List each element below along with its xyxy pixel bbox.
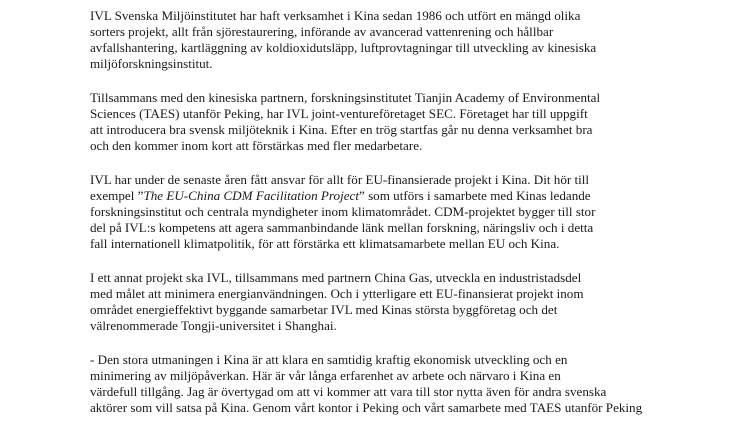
paragraph-5 (90, 352, 690, 416)
text-line: aktörer som vill satsa på Kina. Genom vårt kontor i Peking och vårt samarbete med TAES utanför Peking (90, 400, 643, 415)
text-line: Tillsammans med den kinesiska partnern, forskningsinstitutet Tianjin Academy of Environmental (90, 90, 601, 105)
paragraph-2 (90, 90, 690, 154)
text-line: del på IVL:s kompetens att agera sammanbindande länk mellan forskning, näringsliv och i detta (90, 220, 594, 235)
text-line: IVL Svenska Miljöinstitutet har haft verksamhet i Kina sedan 1986 och utfört en mängd olika (90, 8, 581, 23)
text-line: I ett annat projekt ska IVL, tillsammans med partnern China Gas, utveckla en industristadsdel (90, 270, 582, 285)
text-line: IVL har under de senaste åren fått ansvar för allt för EU-finansierade projekt i Kina. Dit hör till (90, 172, 590, 187)
text-segment: ” som utförs i samarbete med Kinas ledande (358, 188, 591, 203)
text-line: välrenommerade Tongji-universitet i Shanghai. (90, 318, 337, 333)
text-line: minimering av miljöpåverkan. Här är vår långa erfarenhet av arbete och närvaro i Kina en (90, 368, 561, 383)
paragraph-3 (90, 172, 690, 252)
text-line: Sciences (TAES) utanför Peking, har IVL joint-ventureföretaget SEC. Företaget har till uppgift (90, 106, 588, 121)
text-line: att introducera bra svensk miljöteknik i Kina. Efter en trög startfas går nu denna verksamhet bra (90, 122, 593, 137)
text-line: - Den stora utmaningen i Kina är att klara en samtidig kraftig ekonomisk utveckling och en (90, 352, 568, 367)
text-line: sorters projekt, allt från sjörestaurering, införande av avancerad vattenrening och hållbar (90, 24, 554, 39)
project-title: The EU-China CDM Facilitation Project (143, 188, 359, 203)
text-line: med målet att minimera energianvändningen. Och i ytterligare ett EU-finansierat projekt inom (90, 286, 584, 301)
paragraph-4 (90, 270, 690, 334)
document-page (90, 8, 690, 434)
text-line (90, 188, 690, 204)
text-line: och den kommer inom kort att förstärkas med fler medarbetare. (90, 138, 423, 153)
text-line: avfallshantering, kartläggning av koldioxidutsläpp, luftprovtagningar till utveckling av kinesiska (90, 40, 597, 55)
text-segment: exempel ” (90, 188, 144, 203)
text-line: miljöforskningsinstitut. (90, 56, 213, 71)
text-line: forskningsinstitut och centrala myndigheter inom klimatområdet. CDM-projektet bygger till stor (90, 204, 596, 219)
text-line: fall internationell klimatpolitik, för att förstärka ett klimatsamarbete mellan EU och Kina. (90, 236, 560, 251)
text-line: området energieffektivt byggande samarbetar IVL med Kinas största byggföretag och det (90, 302, 558, 317)
text-line: värdefull tillgång. Jag är övertygad om att vi kommer att vara till stor nytta även för andra svenska (90, 384, 607, 399)
paragraph-1 (90, 8, 690, 72)
